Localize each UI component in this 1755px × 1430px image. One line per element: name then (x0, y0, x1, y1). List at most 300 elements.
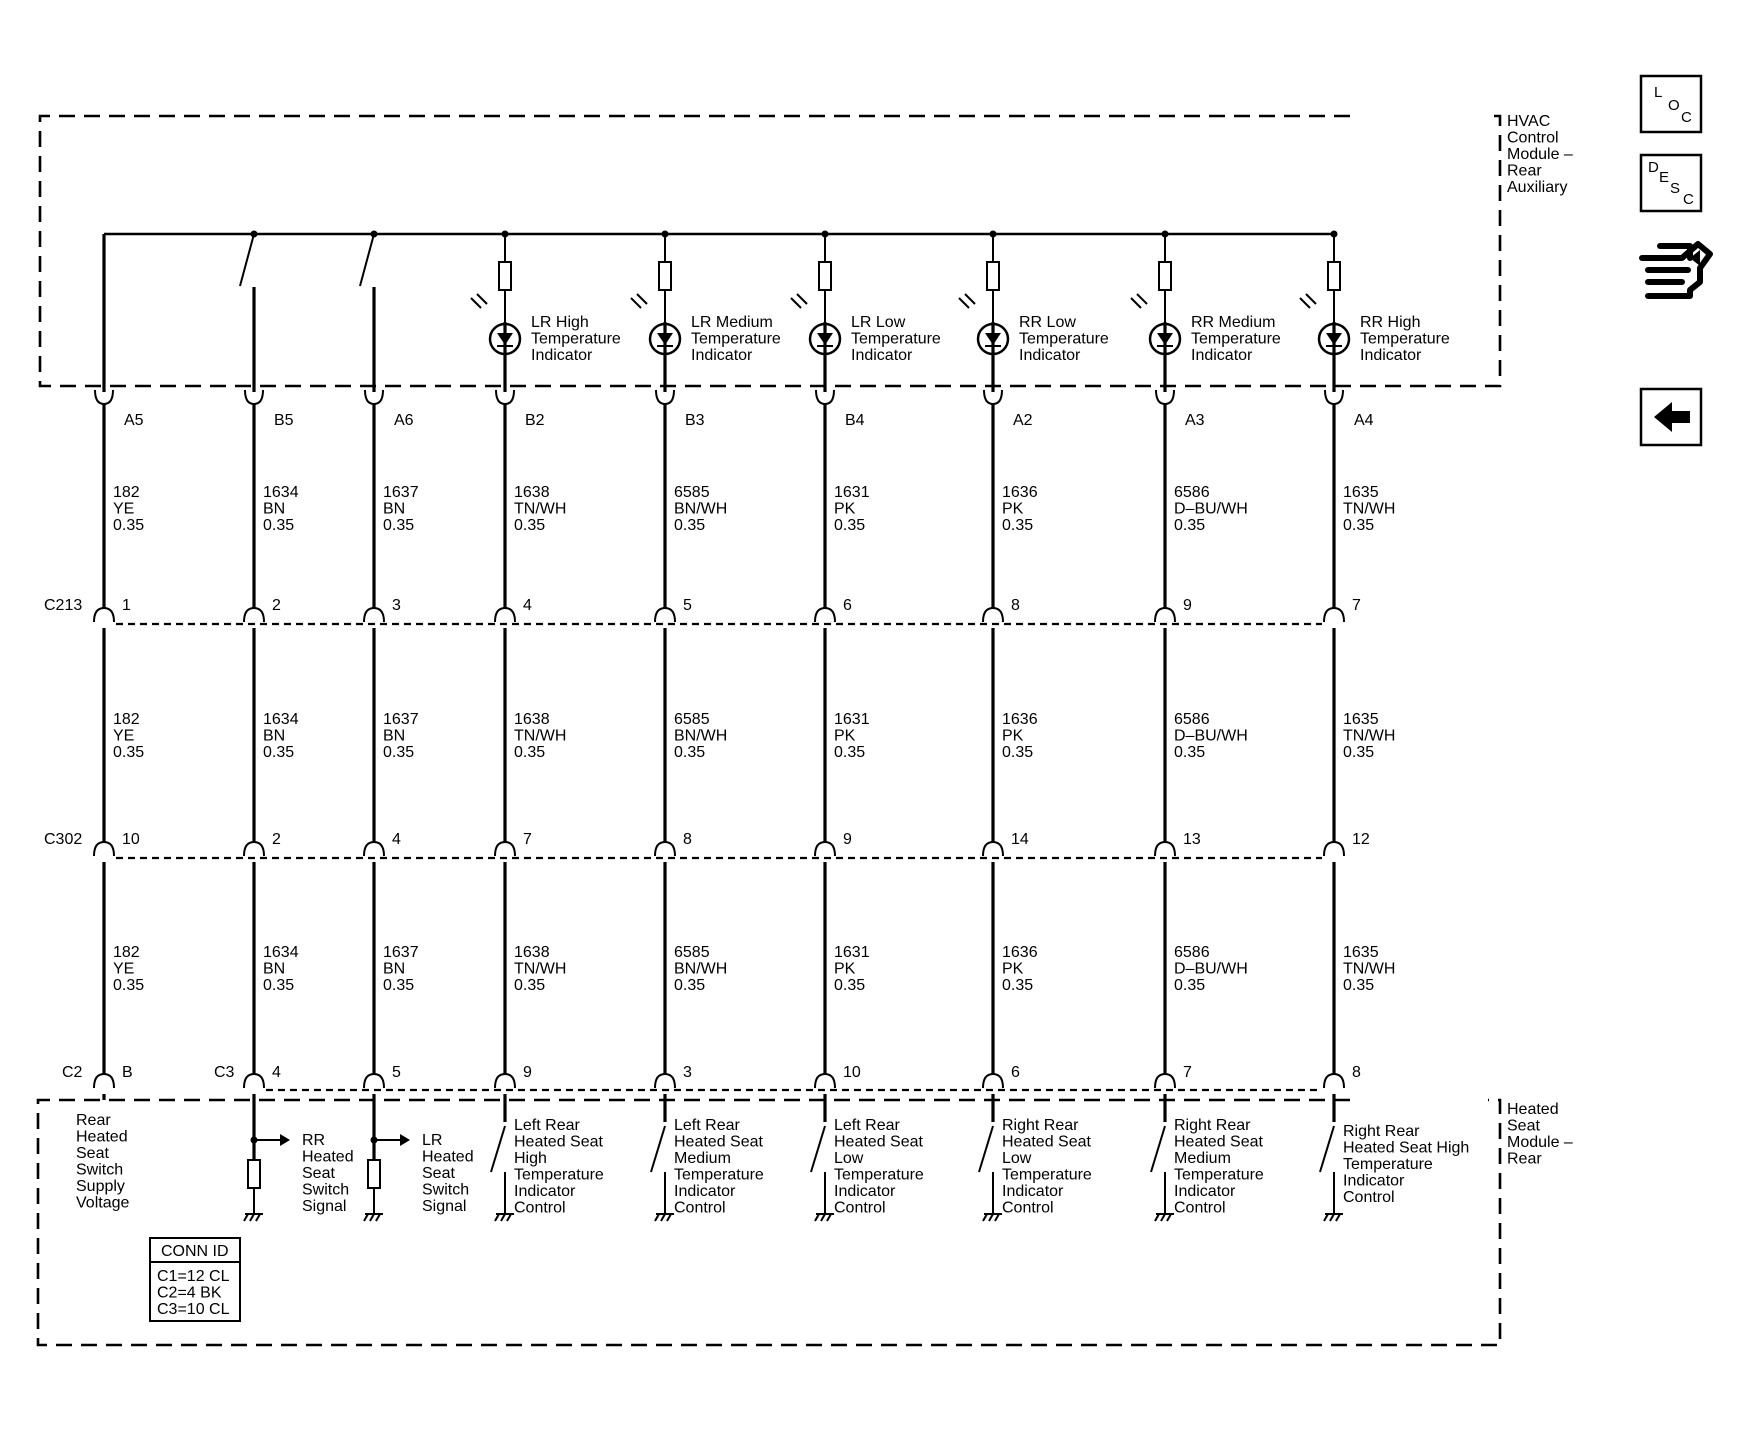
c302-pin-label: 10 (122, 831, 140, 848)
wire-spec: PK (834, 500, 856, 518)
c213-terminal (655, 608, 675, 622)
wire-spec: 0.35 (834, 744, 866, 761)
indicator-label: Temperature (691, 330, 781, 348)
wire-spec: 182 (113, 711, 140, 728)
loc-button[interactable] (1641, 76, 1701, 132)
top-pin-label: A4 (1354, 412, 1374, 429)
module-pin-label: Medium (1174, 1150, 1231, 1167)
indicator-label: Temperature (1019, 330, 1109, 348)
module-pin-label: Right Rear (1343, 1123, 1420, 1140)
circuit-6 (791, 231, 941, 1222)
wire-spec: TN/WH (1343, 500, 1396, 518)
hvac-module-label: Auxiliary (1507, 179, 1568, 196)
wire-spec: BN/WH (674, 500, 728, 518)
wire-spec: BN/WH (674, 960, 728, 978)
switch-blade (651, 1126, 665, 1172)
c302-pin-label: 14 (1011, 831, 1029, 848)
desc-letter: E (1659, 169, 1670, 186)
indicator-label: LR Medium (691, 314, 773, 331)
wire-spec: 6585 (674, 944, 710, 961)
module-pin-label: Temperature (834, 1166, 924, 1184)
bottom-pin-label: 5 (392, 1064, 401, 1081)
wire-spec: 0.35 (1343, 977, 1375, 994)
wire-spec: PK (1002, 727, 1024, 745)
wire-spec: 1638 (514, 484, 550, 501)
bottom-pin-label: 4 (272, 1064, 281, 1081)
wire-spec: 182 (113, 484, 140, 501)
c3-label: C3 (214, 1064, 235, 1081)
module-pin-label: Left Rear (514, 1117, 580, 1134)
wire-spec: YE (113, 727, 135, 745)
top-pin-label: B2 (525, 412, 545, 429)
c213-pin-label: 3 (392, 597, 401, 614)
desc-letter: D (1648, 159, 1659, 176)
module-pin-label: Heated Seat High (1343, 1139, 1470, 1157)
heated-seat-module-outline (38, 1100, 1500, 1345)
module-pin-label: Heated Seat (1174, 1133, 1263, 1151)
wire-spec: TN/WH (1343, 960, 1396, 978)
c213-terminal (94, 608, 114, 622)
resistor-icon (987, 262, 999, 290)
wire-spec: 1631 (834, 484, 870, 501)
module-pin-label: Indicator (1343, 1172, 1405, 1190)
conn-id-row: C2=4 BK (157, 1284, 222, 1302)
wire-spec: 6586 (1174, 484, 1210, 501)
wire-spec: 0.35 (1002, 977, 1034, 994)
wire-spec: 1636 (1002, 944, 1038, 961)
indicator-label: LR Low (851, 314, 906, 331)
ground-icon (1155, 1214, 1174, 1221)
module-pin-label: Low (1002, 1150, 1032, 1167)
c302-terminal (1324, 842, 1344, 856)
loc-letter: L (1654, 84, 1663, 101)
wire-spec: 0.35 (514, 977, 546, 994)
module-terminal (95, 390, 113, 404)
module-pin-label: Temperature (514, 1166, 604, 1184)
desc-button[interactable] (1641, 155, 1701, 211)
wire-spec: 0.35 (113, 977, 145, 994)
wire-spec: 1636 (1002, 711, 1038, 728)
wire-spec: 1638 (514, 711, 550, 728)
module-terminal (816, 390, 834, 404)
wire-spec: 0.35 (383, 977, 415, 994)
light-ray-icon (471, 298, 481, 308)
c302-terminal (495, 842, 515, 856)
conn-id-table (150, 1238, 240, 1321)
hvac-module-label: Rear (1507, 162, 1542, 180)
indicator-label: RR Low (1019, 314, 1076, 331)
c302-terminal (244, 842, 264, 856)
resistor-icon (819, 262, 831, 290)
indicator-label: Temperature (531, 330, 621, 348)
module-terminal (245, 390, 263, 404)
light-ray-icon (797, 294, 807, 304)
indicator-label: Indicator (1019, 347, 1081, 364)
light-ray-icon (1137, 294, 1147, 304)
resistor-icon (499, 262, 511, 290)
top-pin-label: B3 (685, 412, 705, 429)
wire-spec: PK (1002, 500, 1024, 518)
wire-spec: 1636 (1002, 484, 1038, 501)
switch-blade (979, 1126, 993, 1172)
wire-spec: BN/WH (674, 727, 728, 745)
switch-blade (1151, 1126, 1165, 1172)
module-pin-label: Signal (422, 1198, 467, 1215)
c302-terminal (1155, 842, 1175, 856)
module-pin-label: Switch (422, 1181, 470, 1199)
module-pin-label: Switch (302, 1181, 350, 1199)
wire-spec: 0.35 (1174, 517, 1206, 534)
module-pin-label: Indicator (674, 1183, 736, 1200)
bottom-terminal (815, 1074, 835, 1088)
module-pin-label: Temperature (1002, 1166, 1092, 1184)
desc-letter: S (1670, 180, 1681, 197)
wire-spec: TN/WH (514, 727, 567, 745)
c302-pin-label: 8 (683, 831, 692, 848)
c213-pin-label: 4 (523, 597, 532, 614)
module-pin-label: Seat (76, 1145, 109, 1162)
light-ray-icon (791, 298, 801, 308)
light-ray-icon (477, 294, 487, 304)
ground-icon (364, 1214, 383, 1221)
ground-icon (983, 1214, 1002, 1221)
c213-pin-label: 5 (683, 597, 692, 614)
bottom-pin-label: 7 (1183, 1064, 1192, 1081)
switch-blade (491, 1126, 505, 1172)
bottom-terminal (244, 1074, 264, 1088)
bottom-terminal (495, 1074, 515, 1088)
indicator-label: RR Medium (1191, 314, 1276, 331)
bottom-terminal (364, 1074, 384, 1088)
circuit-8 (1131, 231, 1281, 1222)
indicator-label: Indicator (1360, 347, 1422, 364)
module-pin-label: Indicator (834, 1183, 896, 1200)
light-ray-icon (637, 294, 647, 304)
c302-terminal (983, 842, 1003, 856)
light-ray-icon (1300, 298, 1310, 308)
heated-seat-module-label: Module – (1507, 1134, 1573, 1151)
arrow-right-icon (400, 1134, 410, 1146)
wire-spec: 1638 (514, 944, 550, 961)
module-pin-label: Medium (674, 1150, 731, 1167)
circuit-1 (76, 234, 144, 1212)
wire-spec: 1637 (383, 711, 419, 728)
module-terminal (984, 390, 1002, 404)
bottom-terminal (94, 1074, 114, 1088)
hvac-module-label: Module – (1507, 146, 1573, 163)
c213-pin-label: 1 (122, 597, 131, 614)
circuit-3 (360, 231, 474, 1222)
indicator-label: Indicator (1191, 347, 1253, 364)
indicator-label: Indicator (691, 347, 753, 364)
indicator-label: Indicator (531, 347, 593, 364)
module-pin-label: Right Rear (1174, 1117, 1251, 1134)
module-terminal (496, 390, 514, 404)
wire-spec: D–BU/WH (1174, 960, 1248, 978)
resistor-icon (1328, 262, 1340, 290)
wire-spec: TN/WH (514, 500, 567, 518)
top-pin-label: A3 (1185, 412, 1205, 429)
top-pin-label: A5 (124, 412, 144, 429)
top-pin-label: A6 (394, 412, 414, 429)
circuit-5 (631, 231, 781, 1222)
wire-spec: 0.35 (674, 517, 706, 534)
module-pin-label: Temperature (674, 1166, 764, 1184)
wire-spec: PK (834, 727, 856, 745)
c302-label: C302 (44, 831, 83, 848)
c302-pin-label: 13 (1183, 831, 1201, 848)
ground-icon (655, 1214, 674, 1221)
back-button[interactable] (1641, 389, 1701, 445)
wire-spec: 1637 (383, 944, 419, 961)
wire-spec: BN (263, 960, 286, 978)
circuit-4 (471, 231, 621, 1222)
resistor-icon (659, 262, 671, 290)
wire-spec: 1634 (263, 944, 299, 961)
wire-spec: 0.35 (113, 517, 145, 534)
heated-seat-module-label: Heated (1507, 1101, 1559, 1118)
heated-seat-module-label: Seat (1507, 1117, 1540, 1135)
bottom-terminal (1155, 1074, 1175, 1088)
wire-spec: PK (834, 960, 856, 978)
bottom-pin-label: 3 (683, 1064, 692, 1081)
c302-pin-label: 9 (843, 831, 852, 848)
switch-blade (811, 1126, 825, 1172)
wire-spec: 0.35 (383, 744, 415, 761)
indicator-label: Indicator (851, 347, 913, 364)
c213-terminal (983, 608, 1003, 622)
arrow-right-icon (280, 1134, 290, 1146)
c213-terminal (244, 608, 264, 622)
c213-pin-label: 8 (1011, 597, 1020, 614)
wire-spec: 0.35 (1002, 517, 1034, 534)
wire-spec: 182 (113, 944, 140, 961)
wire-spec: BN (383, 500, 406, 518)
circuits (76, 231, 1469, 1222)
module-pin-label: Heated (422, 1148, 474, 1166)
hvac-module-label: HVAC (1507, 113, 1551, 130)
c213-label: C213 (44, 597, 83, 614)
wire-spec: BN (263, 727, 286, 745)
light-ray-icon (631, 298, 641, 308)
module-pin-label: High (514, 1150, 547, 1167)
light-ray-icon (965, 294, 975, 304)
indicator-label: LR High (531, 314, 589, 331)
c213-terminal (815, 608, 835, 622)
module-pin-label: Heated (302, 1148, 354, 1166)
c213-pin-label: 9 (1183, 597, 1192, 614)
wire-spec: 1631 (834, 711, 870, 728)
c302-terminal (655, 842, 675, 856)
wire-spec: 0.35 (263, 517, 295, 534)
wire-spec: TN/WH (514, 960, 567, 978)
module-pin-label: Rear (76, 1112, 111, 1129)
c2-label: C2 (62, 1064, 83, 1081)
module-pin-label: Left Rear (674, 1117, 740, 1134)
wire-spec: 0.35 (113, 744, 145, 761)
module-pin-label: Temperature (1174, 1166, 1264, 1184)
bottom-pin-label: 8 (1352, 1064, 1361, 1081)
pulldown-resistor-icon (368, 1160, 380, 1188)
wire-spec: BN (383, 960, 406, 978)
wire-spec: 0.35 (674, 977, 706, 994)
wire-spec: BN (263, 500, 286, 518)
c213-pin-label: 2 (272, 597, 281, 614)
c302-terminal (364, 842, 384, 856)
wire-spec: 1631 (834, 944, 870, 961)
module-pin-label: Indicator (1002, 1183, 1064, 1200)
module-pin-label: Temperature (1343, 1156, 1433, 1173)
wire-spec: 0.35 (514, 744, 546, 761)
wire-spec: 0.35 (674, 744, 706, 761)
wire-spec: D–BU/WH (1174, 727, 1248, 745)
module-pin-label: Heated Seat (1002, 1133, 1091, 1151)
module-pin-label: Voltage (76, 1194, 130, 1212)
module-pin-label: Signal (302, 1198, 347, 1215)
module-pin-label: Heated Seat (514, 1133, 603, 1151)
module-pin-label: Heated Seat (834, 1133, 923, 1151)
wire-spec: 0.35 (383, 517, 415, 534)
loc-letter: O (1668, 97, 1680, 114)
resistor-icon (1159, 262, 1171, 290)
module-pin-label: Low (834, 1150, 864, 1167)
c213-terminal (1155, 608, 1175, 622)
hvac-module-label: Control (1507, 129, 1559, 147)
wire-spec: YE (113, 960, 135, 978)
c213-terminal (1324, 608, 1344, 622)
conn-id-row: C1=12 CL (157, 1268, 230, 1285)
wire-spec: D–BU/WH (1174, 500, 1248, 518)
pulldown-resistor-icon (248, 1160, 260, 1188)
module-pin-label: Control (674, 1199, 726, 1217)
bottom-terminal (983, 1074, 1003, 1088)
circuit-9 (1300, 231, 1469, 1222)
c302-terminal (815, 842, 835, 856)
switch-blade (1320, 1126, 1334, 1172)
module-terminal (365, 390, 383, 404)
c213-terminal (495, 608, 515, 622)
wire-spec: 6586 (1174, 944, 1210, 961)
wire-spec: 0.35 (263, 977, 295, 994)
module-pin-label: Control (834, 1199, 886, 1217)
top-pin-label: B5 (274, 412, 294, 429)
c302-terminal (94, 842, 114, 856)
wire-spec: 6585 (674, 711, 710, 728)
light-ray-icon (1306, 294, 1316, 304)
top-pin-label: B4 (845, 412, 865, 429)
indicator-label: Temperature (1191, 330, 1281, 348)
module-pin-label: LR (422, 1132, 443, 1149)
c302-pin-label: 2 (272, 831, 281, 848)
wire-spec: 0.35 (1174, 977, 1206, 994)
bottom-pin-label: B (122, 1064, 133, 1081)
switch-blade (360, 234, 374, 286)
switch-blade (240, 234, 254, 286)
loc-letter: C (1681, 109, 1692, 126)
bottom-terminal (1324, 1074, 1344, 1088)
top-pin-label: A2 (1013, 412, 1033, 429)
wire-spec: BN (383, 727, 406, 745)
module-pin-label: Right Rear (1002, 1117, 1079, 1134)
module-pin-label: Supply (76, 1178, 125, 1195)
c302-pin-label: 12 (1352, 831, 1370, 848)
ground-icon (244, 1214, 263, 1221)
conn-id-row: C3=10 CL (157, 1301, 230, 1318)
ground-icon (1324, 1214, 1343, 1221)
heated-seat-module-label: Rear (1507, 1150, 1542, 1168)
module-pin-label: Indicator (1174, 1183, 1236, 1200)
module-terminal (656, 390, 674, 404)
wire-spec: 0.35 (834, 517, 866, 534)
wire-spec: TN/WH (1343, 727, 1396, 745)
ground-icon (815, 1214, 834, 1221)
wire-spec: PK (1002, 960, 1024, 978)
indicator-label: RR High (1360, 314, 1421, 331)
bottom-pin-label: 10 (843, 1064, 861, 1081)
module-pin-label: Heated (76, 1128, 128, 1146)
module-pin-label: RR (302, 1132, 326, 1149)
c302-pin-label: 4 (392, 831, 401, 848)
c213-pin-label: 6 (843, 597, 852, 614)
module-pin-label: Seat (422, 1165, 455, 1182)
c213-pin-label: 7 (1352, 597, 1361, 614)
wire-spec: 1634 (263, 711, 299, 728)
wire-spec: 1635 (1343, 711, 1379, 728)
wire-spec: YE (113, 500, 135, 518)
wire-spec: 0.35 (1343, 517, 1375, 534)
bottom-pin-label: 9 (523, 1064, 532, 1081)
module-terminal (1156, 390, 1174, 404)
bottom-terminal (655, 1074, 675, 1088)
module-pin-label: Control (1343, 1189, 1395, 1206)
module-pin-label: Left Rear (834, 1117, 900, 1134)
module-pin-label: Seat (302, 1165, 335, 1182)
c302-pin-label: 7 (523, 831, 532, 848)
wire-spec: 0.35 (263, 744, 295, 761)
module-pin-label: Indicator (514, 1183, 576, 1200)
wire-spec: 0.35 (1174, 744, 1206, 761)
module-pin-label: Control (1174, 1199, 1226, 1217)
bottom-pin-label: 6 (1011, 1064, 1020, 1081)
wire-spec: 1635 (1343, 944, 1379, 961)
ground-icon (495, 1214, 514, 1221)
navigation-panel (1641, 76, 1710, 445)
circuit-7 (959, 231, 1109, 1222)
wire-spec: 0.35 (514, 517, 546, 534)
module-terminal (1325, 390, 1343, 404)
light-ray-icon (959, 298, 969, 308)
wire-spec: 1635 (1343, 484, 1379, 501)
module-pin-label: Switch (76, 1161, 124, 1179)
indicator-label: Temperature (851, 330, 941, 348)
module-pin-label: Control (1002, 1199, 1054, 1217)
wire-spec: 6585 (674, 484, 710, 501)
c213-terminal (364, 608, 384, 622)
connector-end-view-button[interactable] (1642, 244, 1710, 296)
module-pin-label: Control (514, 1199, 566, 1217)
wire-spec: 0.35 (1343, 744, 1375, 761)
indicator-label: Temperature (1360, 330, 1450, 348)
wire-spec: 1637 (383, 484, 419, 501)
wire-spec: 0.35 (834, 977, 866, 994)
wire-spec: 1634 (263, 484, 299, 501)
desc-letter: C (1683, 191, 1694, 208)
circuit-2 (240, 231, 354, 1222)
wire-spec: 0.35 (1002, 744, 1034, 761)
module-pin-label: Heated Seat (674, 1133, 763, 1151)
conn-id-title: CONN ID (161, 1243, 229, 1260)
light-ray-icon (1131, 298, 1141, 308)
